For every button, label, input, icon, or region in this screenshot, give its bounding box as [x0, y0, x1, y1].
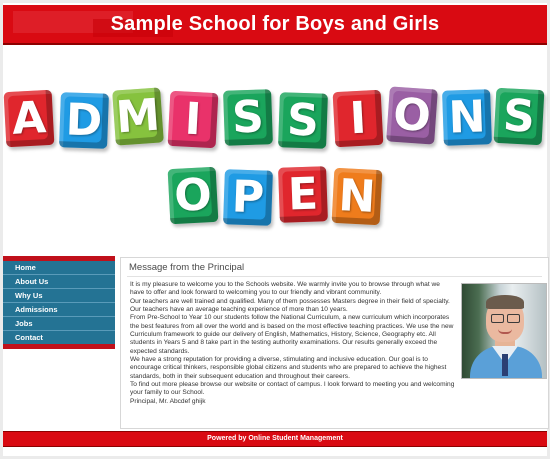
- sidebar-item-contact[interactable]: Contact: [3, 331, 115, 344]
- message-paragraph: From Pre-School to Year 10 our students follow the National Curriculum, a new curriculum which incorporates the best features from all over the world and is based on the most effective teaching practices. We use the new Curriculum framework to guide our delivery of English, Mathematics, History, Science, Geography etc. All students in Years 5 and 8 take part in the testing authority examinations. Our results generally exceed the expected standards.: [130, 314, 454, 355]
- letter-block: D: [59, 92, 109, 149]
- message-paragraph: To find out more please browse our website or contact of campus. I look forward to meeting you and welcoming your family to our School.: [130, 381, 455, 397]
- site-title: Sample School for Boys and Girls: [110, 13, 440, 35]
- letter-block: I: [168, 91, 219, 148]
- message-paragraph: Our teachers are well trained and qualified. Many of them possesses Masters degree in their field of specialty. Our teachers have an average teaching experience of more than 10 years.: [130, 297, 450, 314]
- letter-block: I: [333, 90, 384, 147]
- panel-heading: Message from the Principal: [129, 262, 245, 273]
- sidebar-item-about-us[interactable]: About Us: [3, 275, 115, 289]
- principal-signature: Principal, Mr. Abcdef ghijk: [130, 397, 206, 405]
- admissions-open-banner: [3, 83, 547, 233]
- letter-block: P: [223, 169, 273, 226]
- sidebar-item-why-us[interactable]: Why Us: [3, 289, 115, 303]
- sidebar-item-home[interactable]: Home: [3, 261, 115, 275]
- sidebar-item-jobs[interactable]: Jobs: [3, 317, 115, 331]
- letter-block: S: [223, 89, 273, 146]
- letter-block: N: [442, 89, 492, 146]
- sidebar-item-admissions[interactable]: Admissions: [3, 303, 115, 317]
- letter-block: M: [112, 87, 164, 145]
- letter-block: O: [168, 167, 219, 224]
- site-header: [3, 5, 547, 45]
- site-footer: Powered by Online Student Management: [3, 431, 547, 447]
- letter-block: N: [332, 168, 383, 225]
- page: [3, 3, 547, 456]
- letter-block: A: [4, 90, 55, 147]
- message-body: [130, 281, 456, 406]
- principal-message-panel: [120, 257, 549, 429]
- letter-block: O: [386, 86, 438, 144]
- principal-photo: [461, 283, 547, 379]
- divider: [127, 276, 542, 277]
- letter-block: E: [278, 166, 328, 223]
- letter-block: S: [278, 92, 328, 149]
- message-paragraph: It is my pleasure to welcome you to the Schools website. We warmly invite you to browse through what we have to offer and look forward to welcoming you to our friendly and vibrant community.: [130, 281, 440, 297]
- letter-block: S: [494, 88, 545, 145]
- message-paragraph: We have a strong reputation for providing a diverse, stimulating and inclusive education. Our goal is to encourage critical thinkers, responsible global citizens and students who are prepared to achieve the highest standards, both in their subsequent education and throughout their careers.: [130, 356, 447, 380]
- sidebar-nav: [3, 256, 115, 349]
